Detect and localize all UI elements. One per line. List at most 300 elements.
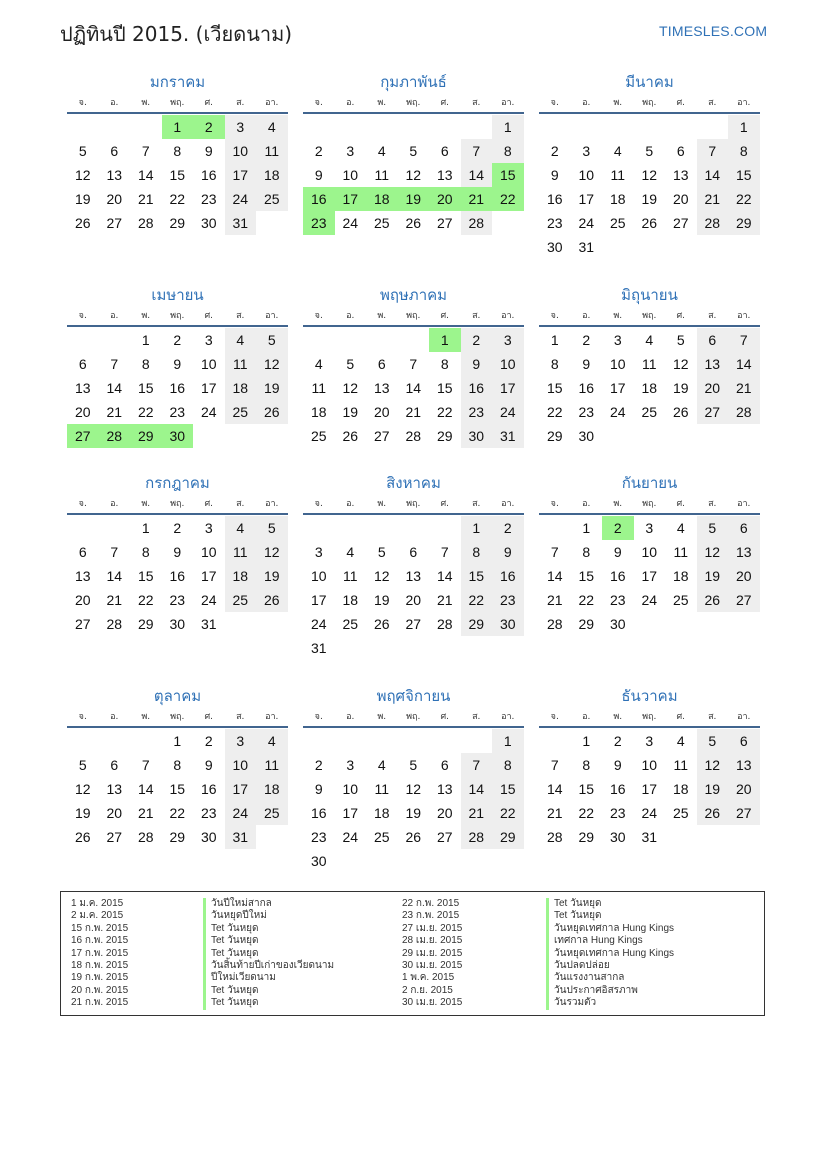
day-cell: 18 <box>641 380 658 396</box>
holiday-date: 1 พ.ค. 2015 <box>402 972 455 984</box>
day-cell: 29 <box>169 829 186 845</box>
day-cell: 23 <box>200 805 217 821</box>
header-rule <box>303 325 524 327</box>
month-name: กรกฎาคม <box>145 474 210 492</box>
day-cell: 31 <box>225 825 257 849</box>
weekday-label: อ. <box>582 499 591 509</box>
weekday-header <box>539 96 760 110</box>
holiday-day-cell: 30 <box>162 424 194 448</box>
weekday-label: จ. <box>314 311 323 321</box>
weekday-label: ศ. <box>440 98 450 108</box>
day-cell: 3 <box>346 757 355 773</box>
weekday-label: อ. <box>346 712 355 722</box>
day-cell: 20 <box>405 592 422 608</box>
day-cell: 5 <box>409 757 418 773</box>
day-cell: 25 <box>225 400 257 424</box>
header-rule <box>67 325 288 327</box>
weekday-label: พ. <box>613 311 623 321</box>
day-cell: 4 <box>256 729 288 753</box>
day-cell: 27 <box>74 616 91 632</box>
weekday-label: จ. <box>550 499 559 509</box>
day-cell: 28 <box>436 616 453 632</box>
day-cell: 6 <box>728 729 760 753</box>
day-cell: 25 <box>342 616 359 632</box>
day-cell: 7 <box>409 356 418 372</box>
day-cell: 14 <box>546 781 563 797</box>
day-cell: 10 <box>578 167 595 183</box>
day-cell: 23 <box>461 400 493 424</box>
weekday-label: จ. <box>78 311 87 321</box>
day-cell: 20 <box>728 564 760 588</box>
day-cell: 14 <box>405 380 422 396</box>
weekday-label: ส. <box>236 98 245 108</box>
day-cell: 4 <box>346 544 355 560</box>
day-cell: 26 <box>405 215 422 231</box>
day-cell: 20 <box>106 805 123 821</box>
day-cell: 1 <box>461 516 493 540</box>
day-cell: 27 <box>728 588 760 612</box>
day-cell: 6 <box>110 757 119 773</box>
day-cell: 20 <box>728 777 760 801</box>
weekday-label: ส. <box>236 499 245 509</box>
day-cell: 7 <box>461 139 493 163</box>
day-cell: 18 <box>672 781 689 797</box>
holiday-day-cell: 19 <box>398 187 430 211</box>
day-cell: 30 <box>200 829 217 845</box>
day-cell: 15 <box>492 777 524 801</box>
holiday-day-cell: 22 <box>492 187 524 211</box>
day-cell: 1 <box>492 115 524 139</box>
weekday-label: อ. <box>110 499 119 509</box>
day-cell: 12 <box>405 167 422 183</box>
day-cell: 16 <box>310 805 327 821</box>
holiday-list <box>60 891 765 1016</box>
holiday-name-column <box>546 898 674 1010</box>
day-cell: 1 <box>728 115 760 139</box>
day-cell: 3 <box>204 332 213 348</box>
weekday-label: ส. <box>472 712 481 722</box>
day-cell: 28 <box>728 400 760 424</box>
day-cell: 14 <box>106 568 123 584</box>
holiday-date: 2 ม.ค. 2015 <box>71 910 124 922</box>
day-cell: 26 <box>405 829 422 845</box>
weekday-label: อา. <box>737 712 751 722</box>
day-cell: 5 <box>676 332 685 348</box>
day-cell: 23 <box>310 829 327 845</box>
day-cell: 30 <box>169 616 186 632</box>
day-cell: 6 <box>676 143 685 159</box>
holiday-date: 19 ก.พ. 2015 <box>71 972 129 984</box>
day-cell: 14 <box>728 352 760 376</box>
month-name: ธันวาคม <box>621 687 678 705</box>
day-cell: 13 <box>74 568 91 584</box>
day-cell: 23 <box>200 191 217 207</box>
day-cell: 14 <box>546 568 563 584</box>
month-name: พฤษภาคม <box>379 286 448 304</box>
weekday-label: อา. <box>501 311 515 321</box>
holiday-date: 21 ก.พ. 2015 <box>71 997 129 1009</box>
day-cell: 22 <box>137 404 154 420</box>
day-cell: 11 <box>374 781 390 797</box>
day-cell: 7 <box>550 544 559 560</box>
header-rule <box>67 112 288 114</box>
day-cell: 12 <box>697 753 729 777</box>
day-cell: 21 <box>697 187 729 211</box>
day-cell: 7 <box>440 544 449 560</box>
weekday-label: พ. <box>377 712 387 722</box>
day-cell: 25 <box>256 187 288 211</box>
day-cell: 11 <box>641 356 657 372</box>
day-cell: 25 <box>373 215 390 231</box>
weekday-label: พ. <box>377 499 387 509</box>
day-cell: 29 <box>492 825 524 849</box>
day-cell: 23 <box>169 592 186 608</box>
holiday-name: Tet วันหยุด <box>203 997 334 1009</box>
brand-link[interactable]: TIMESLES.COM <box>659 23 768 39</box>
day-cell: 3 <box>582 143 591 159</box>
day-cell: 17 <box>492 376 524 400</box>
holiday-name: Tet วันหยุด <box>203 923 334 935</box>
day-cell: 2 <box>582 332 591 348</box>
month-name: มีนาคม <box>625 73 674 91</box>
weekday-label: พฤ. <box>642 499 657 509</box>
day-cell: 6 <box>697 328 729 352</box>
weekday-label: จ. <box>314 712 323 722</box>
weekday-label: ศ. <box>440 499 450 509</box>
day-cell: 30 <box>461 424 493 448</box>
day-cell: 29 <box>169 215 186 231</box>
day-cell: 23 <box>578 404 595 420</box>
day-cell: 12 <box>697 540 729 564</box>
holiday-day-cell: 27 <box>67 424 99 448</box>
day-cell: 27 <box>728 801 760 825</box>
weekday-label: อา. <box>737 311 751 321</box>
day-cell: 13 <box>436 167 453 183</box>
day-cell: 19 <box>256 376 288 400</box>
day-cell: 15 <box>461 564 493 588</box>
day-cell: 19 <box>697 564 729 588</box>
weekday-label: อ. <box>346 499 355 509</box>
weekday-label: ส. <box>472 98 481 108</box>
header-rule <box>303 112 524 114</box>
day-cell: 10 <box>225 139 257 163</box>
weekday-label: ส. <box>708 499 717 509</box>
day-cell: 17 <box>609 380 626 396</box>
weekday-label: ศ. <box>676 311 686 321</box>
day-cell: 3 <box>645 520 654 536</box>
day-cell: 4 <box>613 143 622 159</box>
weekday-header <box>539 710 760 724</box>
holiday-day-cell: 21 <box>461 187 493 211</box>
day-cell: 21 <box>546 592 563 608</box>
day-cell: 28 <box>137 829 154 845</box>
day-cell: 18 <box>342 592 359 608</box>
day-cell: 30 <box>609 829 626 845</box>
day-cell: 13 <box>728 540 760 564</box>
day-cell: 28 <box>405 428 422 444</box>
day-cell: 7 <box>141 143 150 159</box>
day-cell: 28 <box>461 825 493 849</box>
day-cell: 13 <box>728 753 760 777</box>
day-cell: 12 <box>256 352 288 376</box>
weekday-label: ศ. <box>676 499 686 509</box>
day-cell: 24 <box>641 592 658 608</box>
day-cell: 8 <box>173 143 182 159</box>
weekday-header <box>303 309 524 323</box>
holiday-date: 15 ก.พ. 2015 <box>71 922 129 934</box>
day-cell: 18 <box>256 777 288 801</box>
holiday-day-cell: 29 <box>130 424 162 448</box>
holiday-day-cell: 15 <box>492 163 524 187</box>
day-cell: 26 <box>641 215 658 231</box>
day-cell: 23 <box>492 588 524 612</box>
day-cell: 4 <box>676 733 685 749</box>
weekday-label: พฤ. <box>170 311 185 321</box>
day-cell: 13 <box>106 167 123 183</box>
holiday-day-cell: 23 <box>303 211 335 235</box>
month-name: สิงหาคม <box>386 474 441 492</box>
weekday-label: อา. <box>737 98 751 108</box>
weekday-label: ศ. <box>204 712 214 722</box>
weekday-label: ศ. <box>204 98 214 108</box>
day-cell: 4 <box>256 115 288 139</box>
day-cell: 12 <box>256 540 288 564</box>
day-cell: 22 <box>137 592 154 608</box>
day-cell: 15 <box>436 380 453 396</box>
day-cell: 10 <box>200 544 217 560</box>
day-cell: 11 <box>673 757 689 773</box>
holiday-date: 29 เม.ย. 2015 <box>402 947 463 959</box>
day-cell: 1 <box>141 332 150 348</box>
day-cell: 11 <box>374 167 390 183</box>
weekday-label: อ. <box>110 712 119 722</box>
day-cell: 10 <box>641 544 658 560</box>
day-cell: 18 <box>225 564 257 588</box>
day-cell: 10 <box>492 352 524 376</box>
holiday-name-column <box>203 898 334 1010</box>
weekday-label: ศ. <box>676 98 686 108</box>
holiday-day-cell: 16 <box>303 187 335 211</box>
day-cell: 2 <box>173 520 182 536</box>
day-cell: 20 <box>672 191 689 207</box>
day-cell: 20 <box>106 191 123 207</box>
weekday-label: จ. <box>550 98 559 108</box>
day-cell: 17 <box>578 191 595 207</box>
day-cell: 5 <box>78 757 87 773</box>
day-cell: 13 <box>672 167 689 183</box>
day-cell: 30 <box>492 612 524 636</box>
day-cell: 14 <box>461 163 493 187</box>
day-cell: 31 <box>225 211 257 235</box>
holiday-name: วันหยุดเทศกาล Hung Kings <box>546 923 674 935</box>
day-cell: 1 <box>173 733 182 749</box>
day-cell: 24 <box>200 592 217 608</box>
day-cell: 17 <box>310 592 327 608</box>
day-cell: 20 <box>697 376 729 400</box>
day-cell: 4 <box>225 328 257 352</box>
day-cell: 9 <box>461 352 493 376</box>
weekday-label: พ. <box>377 98 387 108</box>
holiday-date: 23 ก.พ. 2015 <box>402 910 460 922</box>
day-cell: 3 <box>613 332 622 348</box>
day-cell: 7 <box>550 757 559 773</box>
day-cell: 9 <box>204 757 213 773</box>
day-cell: 4 <box>377 757 386 773</box>
day-cell: 5 <box>78 143 87 159</box>
day-cell: 24 <box>342 829 359 845</box>
holiday-day-cell: 2 <box>602 516 634 540</box>
day-cell: 29 <box>436 428 453 444</box>
weekday-label: อ. <box>582 712 591 722</box>
holiday-name: เทศกาล Hung Kings <box>546 935 674 947</box>
weekday-label: พ. <box>141 712 151 722</box>
weekday-label: ส. <box>236 712 245 722</box>
day-cell: 10 <box>310 568 327 584</box>
day-cell: 9 <box>613 544 622 560</box>
day-cell: 5 <box>256 328 288 352</box>
weekday-label: พฤ. <box>406 98 421 108</box>
day-cell: 21 <box>106 592 123 608</box>
day-cell: 30 <box>578 428 595 444</box>
day-cell: 5 <box>346 356 355 372</box>
weekday-header <box>303 96 524 110</box>
day-cell: 26 <box>256 588 288 612</box>
day-cell: 9 <box>173 356 182 372</box>
day-cell: 9 <box>204 143 213 159</box>
day-cell: 12 <box>373 568 390 584</box>
day-cell: 26 <box>697 588 729 612</box>
day-cell: 4 <box>225 516 257 540</box>
day-cell: 30 <box>546 239 563 255</box>
holiday-name: วันปลดปล่อย <box>546 960 674 972</box>
day-cell: 21 <box>546 805 563 821</box>
day-cell: 15 <box>546 380 563 396</box>
day-cell: 2 <box>314 143 323 159</box>
weekday-label: อ. <box>110 311 119 321</box>
day-cell: 5 <box>409 143 418 159</box>
day-cell: 11 <box>673 544 689 560</box>
day-cell: 24 <box>609 404 626 420</box>
day-cell: 6 <box>728 516 760 540</box>
day-cell: 4 <box>645 332 654 348</box>
holiday-name: วันสิ้นท้ายปีเก่าของเวียดนาม <box>203 960 334 972</box>
day-cell: 8 <box>173 757 182 773</box>
weekday-label: จ. <box>550 712 559 722</box>
day-cell: 2 <box>204 733 213 749</box>
day-cell: 24 <box>225 801 257 825</box>
day-cell: 13 <box>697 352 729 376</box>
day-cell: 21 <box>137 805 154 821</box>
day-cell: 16 <box>200 781 217 797</box>
day-cell: 12 <box>74 167 91 183</box>
weekday-label: พฤ. <box>642 712 657 722</box>
day-cell: 10 <box>342 167 359 183</box>
day-cell: 22 <box>461 588 493 612</box>
day-cell: 15 <box>578 781 595 797</box>
day-cell: 26 <box>373 616 390 632</box>
day-cell: 12 <box>342 380 359 396</box>
day-cell: 22 <box>578 805 595 821</box>
day-cell: 17 <box>342 805 359 821</box>
weekday-label: พฤ. <box>170 499 185 509</box>
day-cell: 18 <box>609 191 626 207</box>
header-rule <box>303 726 524 728</box>
day-cell: 21 <box>106 404 123 420</box>
day-cell: 29 <box>461 612 493 636</box>
weekday-label: อา. <box>265 98 279 108</box>
weekday-label: จ. <box>78 98 87 108</box>
day-cell: 11 <box>225 540 257 564</box>
day-cell: 26 <box>697 801 729 825</box>
weekday-label: ศ. <box>204 499 214 509</box>
weekday-label: ศ. <box>440 712 450 722</box>
holiday-name: Tet วันหยุด <box>203 948 334 960</box>
day-cell: 25 <box>641 404 658 420</box>
day-cell: 1 <box>582 733 591 749</box>
day-cell: 15 <box>137 568 154 584</box>
day-cell: 3 <box>492 328 524 352</box>
day-cell: 13 <box>436 781 453 797</box>
holiday-name: วันประกาศอิสรภาพ <box>546 985 674 997</box>
page-title: ปฏิทินปี 2015. (เวียดนาม) <box>60 22 293 46</box>
weekday-label: พฤ. <box>170 98 185 108</box>
day-cell: 1 <box>582 520 591 536</box>
day-cell: 6 <box>377 356 386 372</box>
day-cell: 22 <box>492 801 524 825</box>
day-cell: 25 <box>672 805 689 821</box>
day-cell: 29 <box>137 616 154 632</box>
day-cell: 25 <box>373 829 390 845</box>
day-cell: 8 <box>582 757 591 773</box>
weekday-label: อา. <box>501 98 515 108</box>
day-cell: 8 <box>582 544 591 560</box>
day-cell: 28 <box>546 616 563 632</box>
day-cell: 13 <box>405 568 422 584</box>
day-cell: 10 <box>609 356 626 372</box>
day-cell: 26 <box>256 400 288 424</box>
month-name: มิถุนายน <box>621 286 678 304</box>
day-cell: 9 <box>492 540 524 564</box>
day-cell: 6 <box>110 143 119 159</box>
day-cell: 8 <box>492 753 524 777</box>
holiday-date: 18 ก.พ. 2015 <box>71 959 129 971</box>
header-rule <box>303 513 524 515</box>
day-cell: 18 <box>373 805 390 821</box>
day-cell: 3 <box>346 143 355 159</box>
day-cell: 5 <box>697 729 729 753</box>
day-cell: 9 <box>613 757 622 773</box>
weekday-label: ศ. <box>676 712 686 722</box>
day-cell: 19 <box>256 564 288 588</box>
day-cell: 16 <box>200 167 217 183</box>
day-cell: 10 <box>641 757 658 773</box>
holiday-day-cell: 18 <box>366 187 398 211</box>
holiday-name: วันแรงงานสากล <box>546 972 674 984</box>
weekday-label: ศ. <box>204 311 214 321</box>
day-cell: 25 <box>256 801 288 825</box>
holiday-date: 30 เม.ย. 2015 <box>402 997 463 1009</box>
day-cell: 19 <box>74 191 91 207</box>
day-cell: 24 <box>225 187 257 211</box>
holiday-day-cell: 1 <box>162 115 194 139</box>
weekday-label: อา. <box>265 712 279 722</box>
month-name: กันยายน <box>621 474 678 492</box>
day-cell: 14 <box>106 380 123 396</box>
day-cell: 9 <box>173 544 182 560</box>
day-cell: 24 <box>342 215 359 231</box>
day-cell: 20 <box>373 404 390 420</box>
day-cell: 27 <box>405 616 422 632</box>
